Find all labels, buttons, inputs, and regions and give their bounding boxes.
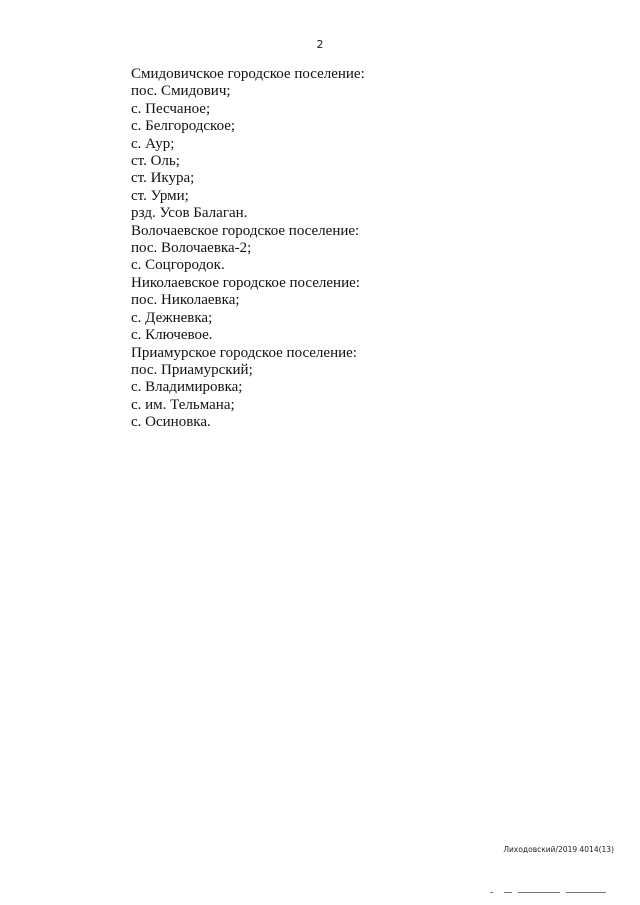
list-item: ст. Оль; — [131, 153, 180, 170]
list-item: пос. Николаевка; — [131, 292, 240, 309]
list-item: с. Владимировка; — [131, 379, 243, 396]
list-item: с. Песчаное; — [131, 100, 211, 117]
page-number: 2 — [316, 38, 324, 51]
list-item: пос. Смидович; — [131, 83, 231, 100]
list-item: пос. Волочаевка-2; — [131, 240, 252, 257]
list-item: с. им. Тельмана; — [131, 396, 235, 413]
list-item: с. Белгородское; — [131, 118, 236, 135]
list-item: рзд. Усов Балаган. — [131, 205, 248, 222]
list-item: Николаевское городское поселение: — [131, 274, 360, 291]
settlement-list — [131, 66, 591, 432]
list-item: Смидовичское городское поселение: — [131, 66, 365, 82]
list-item: с. Аур; — [131, 135, 175, 152]
list-item: ст. Урми; — [131, 187, 189, 204]
list-item: ст. Икура; — [131, 170, 195, 187]
list-item: пос. Приамурский; — [131, 361, 253, 378]
list-item: с. Дежневка; — [131, 309, 213, 326]
list-item: Приамурское городское поселение: — [131, 344, 357, 361]
list-item: с. Соцгородок. — [131, 257, 225, 274]
document-code: Лиходовский/2019 4014(13) — [503, 845, 614, 854]
list-item: Волочаевское городское поселение: — [131, 222, 360, 239]
scan-artifact — [490, 892, 620, 895]
list-item: с. Ключевое. — [131, 327, 213, 344]
list-item: с. Осиновка. — [131, 414, 211, 431]
